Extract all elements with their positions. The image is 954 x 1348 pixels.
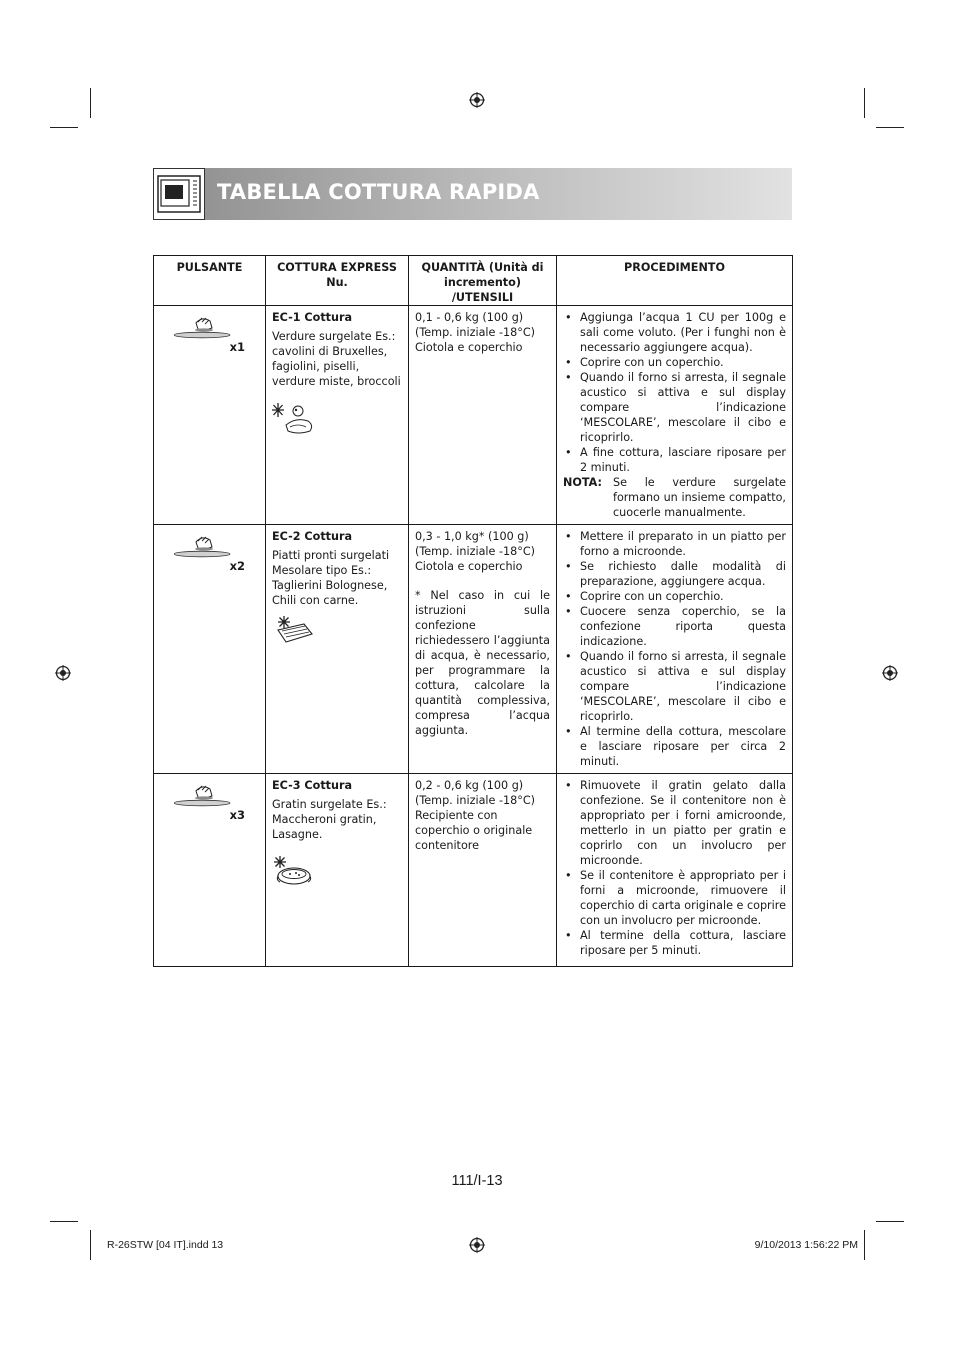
column-header-pulsante: PULSANTE <box>154 256 266 306</box>
procedure-step: • Quando il forno si arresta, il segnale acustico si attiva e sul display compare l’indicazione ‘MESCOLARE’, mescolare il cibo e ricoprirlo. <box>563 370 786 445</box>
quantity-note: * Nel caso in cui le istruzioni sulla confezione richiedessero l’aggiunta di acqua, è necessario, per programmare la cottura, calcolare la quantità complessiva, compresa l’acqua aggiunta. <box>415 589 550 737</box>
procedure-cell <box>557 306 793 525</box>
procedure-step: • Coprire con un coperchio. <box>563 589 786 604</box>
registration-mark-icon <box>469 92 485 108</box>
registration-mark-icon <box>55 665 71 681</box>
food-description: Verdure surgelate Es.: cavolini di Bruxelles, fagiolini, piselli, verdure miste, broccoli <box>272 330 401 388</box>
food-description: Gratin surgelate Es.: Maccheroni gratin, Lasagne. <box>272 798 387 841</box>
procedure-step: • Se il contenitore è appropriato per i forni a microonde, rimuovere il coperchio di carta originale e coprire con un involucro per microonde. <box>563 868 786 928</box>
program-cell <box>266 306 409 525</box>
table-row <box>154 774 793 967</box>
quantity-range: 0,2 - 0,6 kg (100 g) <box>415 779 524 792</box>
procedure-step: • Quando il forno si arresta, il segnale acustico si attiva e sul display compare l’indicazione ‘MESCOLARE’, mescolare il cibo e ricoprirlo. <box>563 649 786 724</box>
crop-mark <box>50 127 78 128</box>
page-number: 111/I-13 <box>451 1173 503 1189</box>
program-name: EC-3 Cottura <box>272 779 353 792</box>
express-cook-button-icon <box>174 529 234 563</box>
page-title: TABELLA COTTURA RAPIDA <box>217 180 540 204</box>
quantity-cell <box>409 774 557 967</box>
utensils: Ciotola e coperchio <box>415 341 523 354</box>
column-header-quantita: QUANTITÀ (Unità di incremento) /UTENSILI <box>409 256 557 306</box>
section-header <box>153 168 792 220</box>
procedure-step: • Coprire con un coperchio. <box>563 355 786 370</box>
program-name: EC-1 Cottura <box>272 311 353 324</box>
note <box>563 475 786 520</box>
program-name: EC-2 Cottura <box>272 530 353 543</box>
column-header-cottura: COTTURA EXPRESS Nu. <box>266 256 409 306</box>
procedure-list <box>563 310 786 475</box>
start-temperature: (Temp. iniziale -18°C) <box>415 326 536 339</box>
registration-mark-icon <box>882 665 898 681</box>
quantity-range: 0,3 - 1,0 kg* (100 g) <box>415 530 529 543</box>
quantity-cell <box>409 306 557 525</box>
note-label: NOTA: <box>563 476 602 489</box>
crop-mark <box>876 127 904 128</box>
procedure-step: • Al termine della cottura, lasciare riposare per 5 minuti. <box>563 928 786 958</box>
procedure-list <box>563 778 786 958</box>
note-text: Se le verdure surgelate formano un insieme compatto, cuocerle manualmente. <box>613 476 786 519</box>
start-temperature: (Temp. iniziale -18°C) <box>415 545 536 558</box>
utensils: Ciotola e coperchio <box>415 560 523 573</box>
table-header-row <box>154 256 793 306</box>
footer-file-name: R-26STW [04 IT].indd 13 <box>107 1239 224 1251</box>
crop-mark <box>864 1230 865 1260</box>
button-cell <box>154 525 266 774</box>
program-cell <box>266 774 409 967</box>
crop-mark <box>876 1221 904 1222</box>
table-row <box>154 525 793 774</box>
crop-mark <box>90 1230 91 1260</box>
express-cook-button-icon <box>174 778 234 812</box>
express-cook-button-icon <box>174 310 234 344</box>
procedure-step: • Rimuovete il gratin gelato dalla confezione. Se il contenitore non è appropriato per i forni amicroonde, metterlo in un piatto per gratin e coprirlo con un involucro per microonde. <box>563 778 786 868</box>
press-count: x3 <box>229 808 245 822</box>
procedure-step: • Mettere il preparato in un piatto per forno a microonde. <box>563 529 786 559</box>
program-cell <box>266 525 409 774</box>
procedure-step: • Se richiesto dalle modalità di preparazione, aggiungere acqua. <box>563 559 786 589</box>
registration-mark-icon <box>469 1237 485 1253</box>
press-count: x2 <box>229 559 245 573</box>
procedure-step: • A fine cottura, lasciare riposare per 2 minuti. <box>563 445 786 475</box>
frozen-ready-meal-icon <box>272 614 402 650</box>
press-count: x1 <box>229 340 245 354</box>
food-description: Piatti pronti surgelati Mesolare tipo Es.: Taglierini Bolognese, Chili con carne. <box>272 549 390 607</box>
column-header-procedimento: PROCEDIMENTO <box>557 256 793 306</box>
frozen-vegetables-icon <box>272 401 402 441</box>
frozen-gratin-icon <box>272 854 402 892</box>
procedure-list <box>563 529 786 769</box>
utensils: Recipiente con coperchio o originale contenitore <box>415 809 533 852</box>
microwave-icon <box>153 168 205 220</box>
procedure-step: • Al termine della cottura, mescolare e lasciare riposare per circa 2 minuti. <box>563 724 786 769</box>
button-cell <box>154 306 266 525</box>
procedure-step: • Cuocere senza coperchio, se la confezione riporta questa indicazione. <box>563 604 786 649</box>
procedure-cell <box>557 525 793 774</box>
quantity-range: 0,1 - 0,6 kg (100 g) <box>415 311 524 324</box>
footer-timestamp: 9/10/2013 1:56:22 PM <box>754 1239 858 1251</box>
cooking-table <box>153 255 793 967</box>
crop-mark <box>864 88 865 118</box>
crop-mark <box>50 1221 78 1222</box>
quantity-cell <box>409 525 557 774</box>
procedure-step: • Aggiunga l’acqua 1 CU per 100g e sali come voluto. (Per i funghi non è necessario aggiungere acqua). <box>563 310 786 355</box>
crop-mark <box>90 88 91 118</box>
procedure-cell <box>557 774 793 967</box>
table-row <box>154 306 793 525</box>
button-cell <box>154 774 266 967</box>
start-temperature: (Temp. iniziale -18°C) <box>415 794 536 807</box>
